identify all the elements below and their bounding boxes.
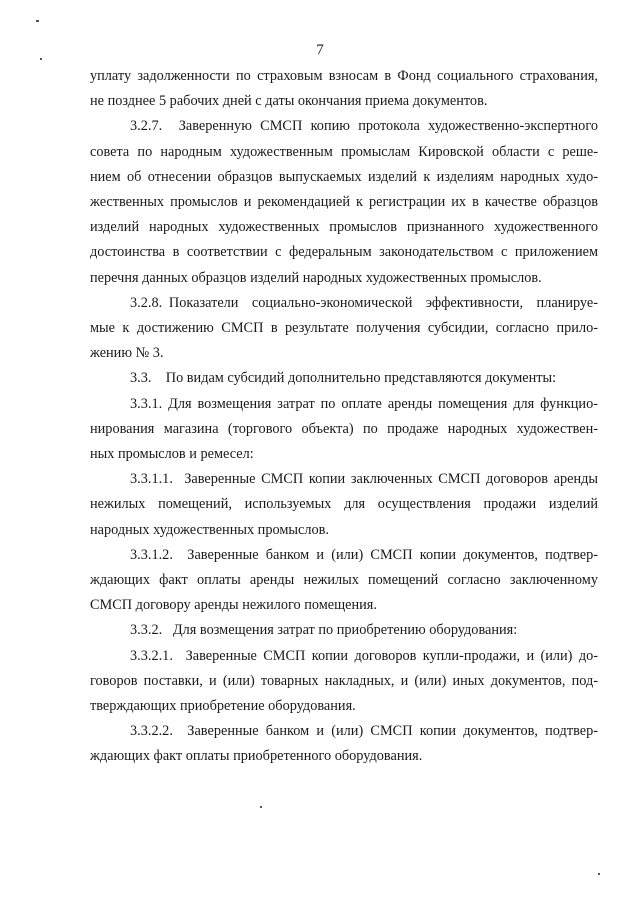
document-body bbox=[90, 64, 598, 770]
paragraph-3-3-2-1 bbox=[90, 644, 598, 720]
text-line: достоинства в соответствии с федеральным законодательством с приложением bbox=[90, 244, 598, 261]
scan-mark bbox=[36, 20, 39, 22]
text-line: тверждающих приобретение оборудования. bbox=[90, 698, 356, 715]
text-line: 3.3.2. Для возмещения затрат по приобретению оборудования: bbox=[130, 622, 518, 639]
text-line: 3.2.7. Заверенную СМСП копию протокола художественно-экспертного bbox=[130, 118, 598, 135]
text-line: ждающих факт оплаты приобретенного оборудования. bbox=[90, 748, 423, 765]
text-line: жению № 3. bbox=[90, 345, 164, 362]
text-line: совета по народным художественным промыслам Кировской области с реше- bbox=[90, 143, 598, 160]
scan-mark bbox=[260, 806, 262, 808]
text-line: нием об отнесении образцов выпускаемых изделий к изделиям народных худо- bbox=[90, 168, 598, 185]
text-line: народных художественных промыслов. bbox=[90, 521, 329, 538]
text-line: 3.3. По видам субсидий дополнительно представляются документы: bbox=[130, 370, 557, 387]
paragraph-continuation bbox=[90, 64, 598, 114]
text-line: нежилых помещений, используемых для осуществления продажи изделий bbox=[90, 496, 598, 513]
paragraph-3-3-1-2 bbox=[90, 543, 598, 619]
page-number: 7 bbox=[316, 42, 324, 58]
text-line: уплату задолженности по страховым взносам в Фонд социального страхования, bbox=[90, 68, 598, 84]
text-line: 3.2.8. Показатели социально-экономической эффективности, планируе- bbox=[130, 294, 598, 311]
text-line: нирования магазина (торгового объекта) по продаже народных художествен- bbox=[90, 420, 598, 437]
paragraph-3-3-2-2 bbox=[90, 719, 598, 769]
text-line: 3.3.2.2. Заверенные банком и (или) СМСП копии документов, подтвер- bbox=[130, 723, 598, 740]
paragraph-3-2-7 bbox=[90, 114, 598, 290]
text-line: 3.3.1. Для возмещения затрат по оплате аренды помещения для функцио- bbox=[130, 395, 598, 412]
text-line: СМСП договору аренды нежилого помещения. bbox=[90, 597, 377, 614]
paragraph-3-3-1 bbox=[90, 392, 598, 468]
text-line: изделий народных художественных промыслов признанного художественного bbox=[90, 219, 598, 236]
text-line: 3.3.1.2. Заверенные банком и (или) СМСП копии документов, подтвер- bbox=[130, 546, 598, 563]
paragraph-3-2-8 bbox=[90, 291, 598, 367]
text-line: перечня данных образцов изделий народных художественных промыслов. bbox=[90, 269, 542, 286]
paragraph-3-3-2 bbox=[90, 618, 598, 643]
text-line: не позднее 5 рабочих дней с даты окончания приема документов. bbox=[90, 93, 488, 110]
paragraph-3-3-1-1 bbox=[90, 467, 598, 543]
scan-mark bbox=[40, 58, 42, 60]
paragraph-3-3 bbox=[90, 366, 598, 391]
text-line: ных промыслов и ремесел: bbox=[90, 446, 254, 463]
text-line: говоров поставки, и (или) товарных накладных, и (или) иных документов, под- bbox=[90, 672, 598, 689]
scan-mark bbox=[598, 873, 600, 875]
text-line: 3.3.1.1. Заверенные СМСП копии заключенных СМСП договоров аренды bbox=[130, 471, 598, 488]
text-line: ждающих факт оплаты аренды нежилых помещений согласно заключенному bbox=[90, 572, 598, 589]
text-line: мые к достижению СМСП в результате получения субсидии, согласно прило- bbox=[90, 320, 598, 337]
text-line: 3.3.2.1. Заверенные СМСП копии договоров купли-продажи, и (или) до- bbox=[130, 647, 598, 664]
text-line: жественных промыслов и рекомендацией к регистрации их в качестве образцов bbox=[90, 194, 598, 211]
